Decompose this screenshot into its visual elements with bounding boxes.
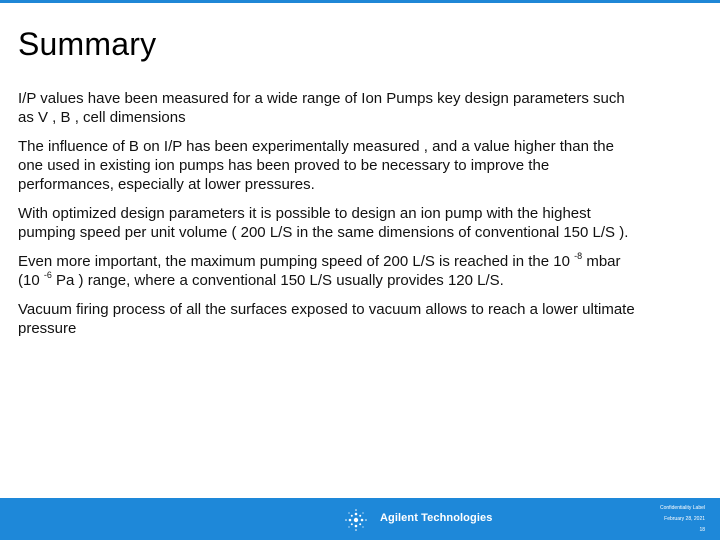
slide-body [18,89,640,348]
slide-title: Summary [18,26,157,62]
paragraph-2: The influence of B on I/P has been experimentally measured , and a value higher than the one used in existing ion pumps has been proved to be necessary to improve the performances, especially at lower pressures. [18,138,614,193]
paragraph-4-part1: Even more important, the maximum pumping speed of 200 L/S is reached in the 10 [18,253,575,270]
footer-date: February 28, 2021 [664,516,705,522]
paragraph-5: Vacuum firing process of all the surfaces exposed to vacuum allows to reach a lower ultimate pressure [18,301,635,337]
exponent-minus-8: -8 [574,251,583,261]
logo-text: Agilent Technologies [380,512,493,524]
paragraph-4 [18,252,640,290]
paragraph-4-part2: mbar (10 [18,253,621,289]
top-accent-line [0,0,720,3]
paragraph-3: With optimized design parameters it is possible to design an ion pump with the highest pumping speed per unit volume ( 200 L/S in the same dimensions of conventional 150 L/S ). [18,205,629,241]
page-number: 18 [699,527,705,533]
exponent-minus-6: -6 [43,270,52,280]
paragraph-1: I/P values have been measured for a wide range of Ion Pumps key design parameters such as V , B , cell dimensions [18,90,625,126]
agilent-spark-logo-icon [344,508,368,532]
agilent-logo [344,508,504,532]
confidentiality-label: Confidentiality Label [659,505,705,511]
paragraph-4-part3: Pa ) range, where a conventional 150 L/S usually provides 120 L/S. [51,272,504,289]
